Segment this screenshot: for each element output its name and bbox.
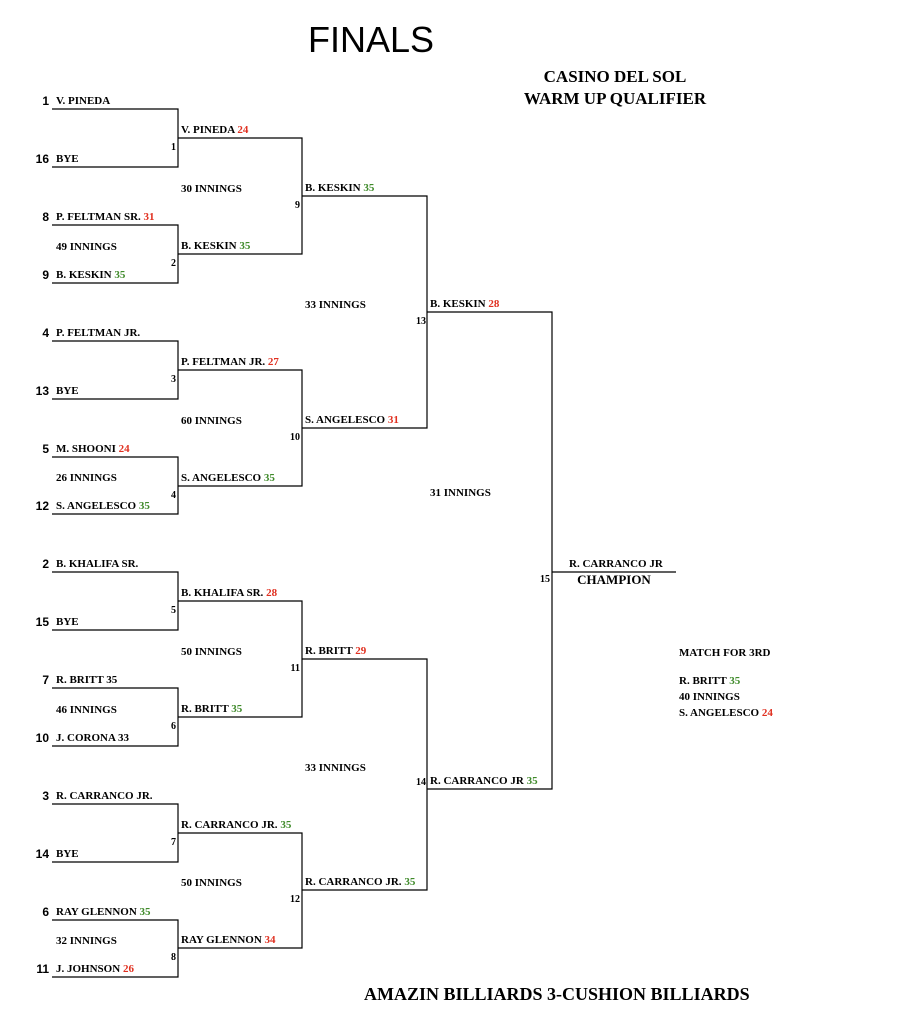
seed-number: 4 (42, 326, 49, 340)
player-name: J. CORONA 33 (56, 732, 130, 744)
player-name: R. CARRANCO JR. (181, 819, 278, 831)
player-name: RAY GLENNON (181, 934, 262, 946)
player-name: P. FELTMAN JR. (56, 327, 141, 339)
match-number: 14 (416, 777, 426, 788)
round1-entry (56, 95, 110, 107)
player-name: P. FELTMAN JR. (181, 356, 266, 368)
player-name: M. SHOONI (56, 443, 116, 455)
player-name: S. ANGELESCO (305, 414, 386, 426)
seed-number: 10 (35, 731, 49, 745)
player-score: 35 (136, 500, 150, 512)
player-name: J. JOHNSON (56, 963, 121, 975)
match-number: 11 (290, 663, 300, 674)
player-score: 27 (265, 356, 279, 368)
round1-entry (56, 500, 150, 512)
match-number: 13 (416, 316, 426, 327)
round1-entry (56, 616, 79, 628)
match-number: 6 (171, 721, 176, 732)
round1-entry (56, 906, 151, 918)
seed-number: 8 (42, 210, 49, 224)
match-number: 5 (171, 605, 176, 616)
player-name: P. FELTMAN SR. (56, 211, 141, 223)
match-number: 2 (171, 258, 176, 269)
player-score: 29 (352, 645, 367, 657)
player-name: B. KESKIN (56, 269, 112, 281)
player-name: RAY GLENNON (56, 906, 137, 918)
round1-entry (56, 211, 155, 223)
match-number: 1 (171, 142, 176, 153)
player-name: R. BRITT (679, 675, 727, 687)
match-number: 15 (540, 574, 550, 585)
innings-label: 31 INNINGS (430, 487, 491, 499)
player-score: 31 (385, 414, 399, 426)
seed-number: 12 (35, 499, 49, 513)
player-score: 35 (261, 472, 275, 484)
seed-number: 15 (35, 615, 49, 629)
seed-number: 11 (36, 962, 49, 976)
seed-number: 3 (42, 789, 49, 803)
round1-entry (56, 790, 153, 802)
round1-entry (56, 443, 130, 455)
match-number: 8 (171, 952, 176, 963)
player-score: 35 (277, 819, 292, 831)
round4-entry (430, 298, 499, 310)
innings-label: 33 INNINGS (305, 762, 366, 774)
player-name: B. KHALIFA SR. (56, 558, 139, 570)
round3-entry (305, 414, 399, 426)
round4-entry (430, 775, 538, 787)
seed-number: 6 (42, 905, 49, 919)
innings-label: 30 INNINGS (181, 183, 242, 195)
round2-entry (181, 240, 250, 252)
player-score: 35 (726, 675, 741, 687)
match-number: 10 (290, 432, 300, 443)
player-name: R. BRITT 35 (56, 674, 118, 686)
seed-number: 2 (42, 557, 49, 571)
player-name: B. KHALIFA SR. (181, 587, 264, 599)
player-score: 28 (485, 298, 500, 310)
round2-entry (181, 703, 242, 715)
round2-entry (181, 356, 279, 368)
player-score: 35 (360, 182, 375, 194)
innings-label: 49 INNINGS (56, 241, 117, 253)
player-score: 35 (111, 269, 126, 281)
match-number: 4 (171, 490, 176, 501)
round2-entry (181, 819, 291, 831)
seed-number: 13 (35, 384, 49, 398)
innings-label: 50 INNINGS (181, 877, 242, 889)
event-name: CASINO DEL SOL (543, 67, 687, 86)
player-name: R. BRITT (181, 703, 229, 715)
player-score: 35 (523, 775, 538, 787)
player-name: S. ANGELESCO (679, 707, 760, 719)
innings-label: 33 INNINGS (305, 299, 366, 311)
player-score: 35 (236, 240, 251, 252)
seed-number: 9 (42, 268, 49, 282)
match-number: 12 (290, 894, 300, 905)
round1-entry (56, 558, 138, 570)
third-place-label: MATCH FOR 3RD (679, 647, 771, 659)
third-place-innings: 40 INNINGS (679, 691, 740, 703)
player-score: 24 (115, 443, 130, 455)
round1-entry (56, 848, 79, 860)
footer-title: AMAZIN BILLIARDS 3-CUSHION BILLIARDS (364, 984, 750, 1004)
player-name: R. CARRANCO JR (430, 775, 524, 787)
round2-entry (181, 124, 248, 136)
innings-label: 50 INNINGS (181, 646, 242, 658)
match-number: 3 (171, 374, 176, 385)
round1-entry (56, 674, 117, 686)
player-name: S. ANGELESCO (181, 472, 262, 484)
player-name: R. CARRANCO JR. (56, 790, 153, 802)
player-name: B. KESKIN (181, 240, 237, 252)
round1-entry (56, 327, 140, 339)
player-name: V. PINEDA (56, 95, 111, 107)
round2-entry (181, 472, 275, 484)
player-name: BYE (56, 385, 79, 397)
player-name: R. CARRANCO JR. (305, 876, 402, 888)
player-name: B. KESKIN (430, 298, 486, 310)
innings-label: 60 INNINGS (181, 415, 242, 427)
player-score: 31 (140, 211, 155, 223)
seed-number: 7 (42, 673, 49, 687)
player-name: BYE (56, 616, 79, 628)
round1-entry (56, 153, 79, 165)
player-score: 34 (261, 934, 276, 946)
third-place-player1 (679, 673, 740, 689)
player-name: BYE (56, 848, 79, 860)
player-name: S. ANGELESCO (56, 500, 137, 512)
innings-label: 26 INNINGS (56, 472, 117, 484)
seed-number: 5 (42, 442, 49, 456)
round1-entry (56, 732, 129, 744)
player-name: R. BRITT (305, 645, 353, 657)
round1-entry (56, 269, 125, 281)
innings-label: 32 INNINGS (56, 935, 117, 947)
match-number: 7 (171, 837, 176, 848)
player-score: 26 (120, 963, 134, 975)
round2-entry (181, 934, 276, 946)
innings-label: 46 INNINGS (56, 704, 117, 716)
round3-entry (305, 182, 374, 194)
player-score: 28 (263, 587, 278, 599)
round2-entry (181, 587, 277, 599)
player-score: 35 (136, 906, 151, 918)
champion-label: CHAMPION (577, 572, 651, 587)
player-name: B. KESKIN (305, 182, 361, 194)
round1-entry (56, 385, 79, 397)
page-title: FINALS (308, 19, 435, 60)
third-place-player2 (679, 705, 773, 721)
seed-number: 14 (35, 847, 49, 861)
event-subtitle: WARM UP QUALIFIER (523, 89, 707, 108)
round3-entry (305, 645, 366, 657)
seed-number: 16 (35, 152, 49, 166)
match-number: 9 (295, 200, 300, 211)
round1-entry (56, 963, 134, 975)
seed-number: 1 (42, 94, 49, 108)
player-score: 24 (234, 124, 249, 136)
round3-entry (305, 876, 415, 888)
player-score: 24 (759, 707, 773, 719)
player-name: V. PINEDA (181, 124, 235, 136)
player-score: 35 (228, 703, 243, 715)
champion-name: R. CARRANCO JR (569, 558, 663, 570)
player-name: BYE (56, 153, 79, 165)
player-score: 35 (401, 876, 416, 888)
